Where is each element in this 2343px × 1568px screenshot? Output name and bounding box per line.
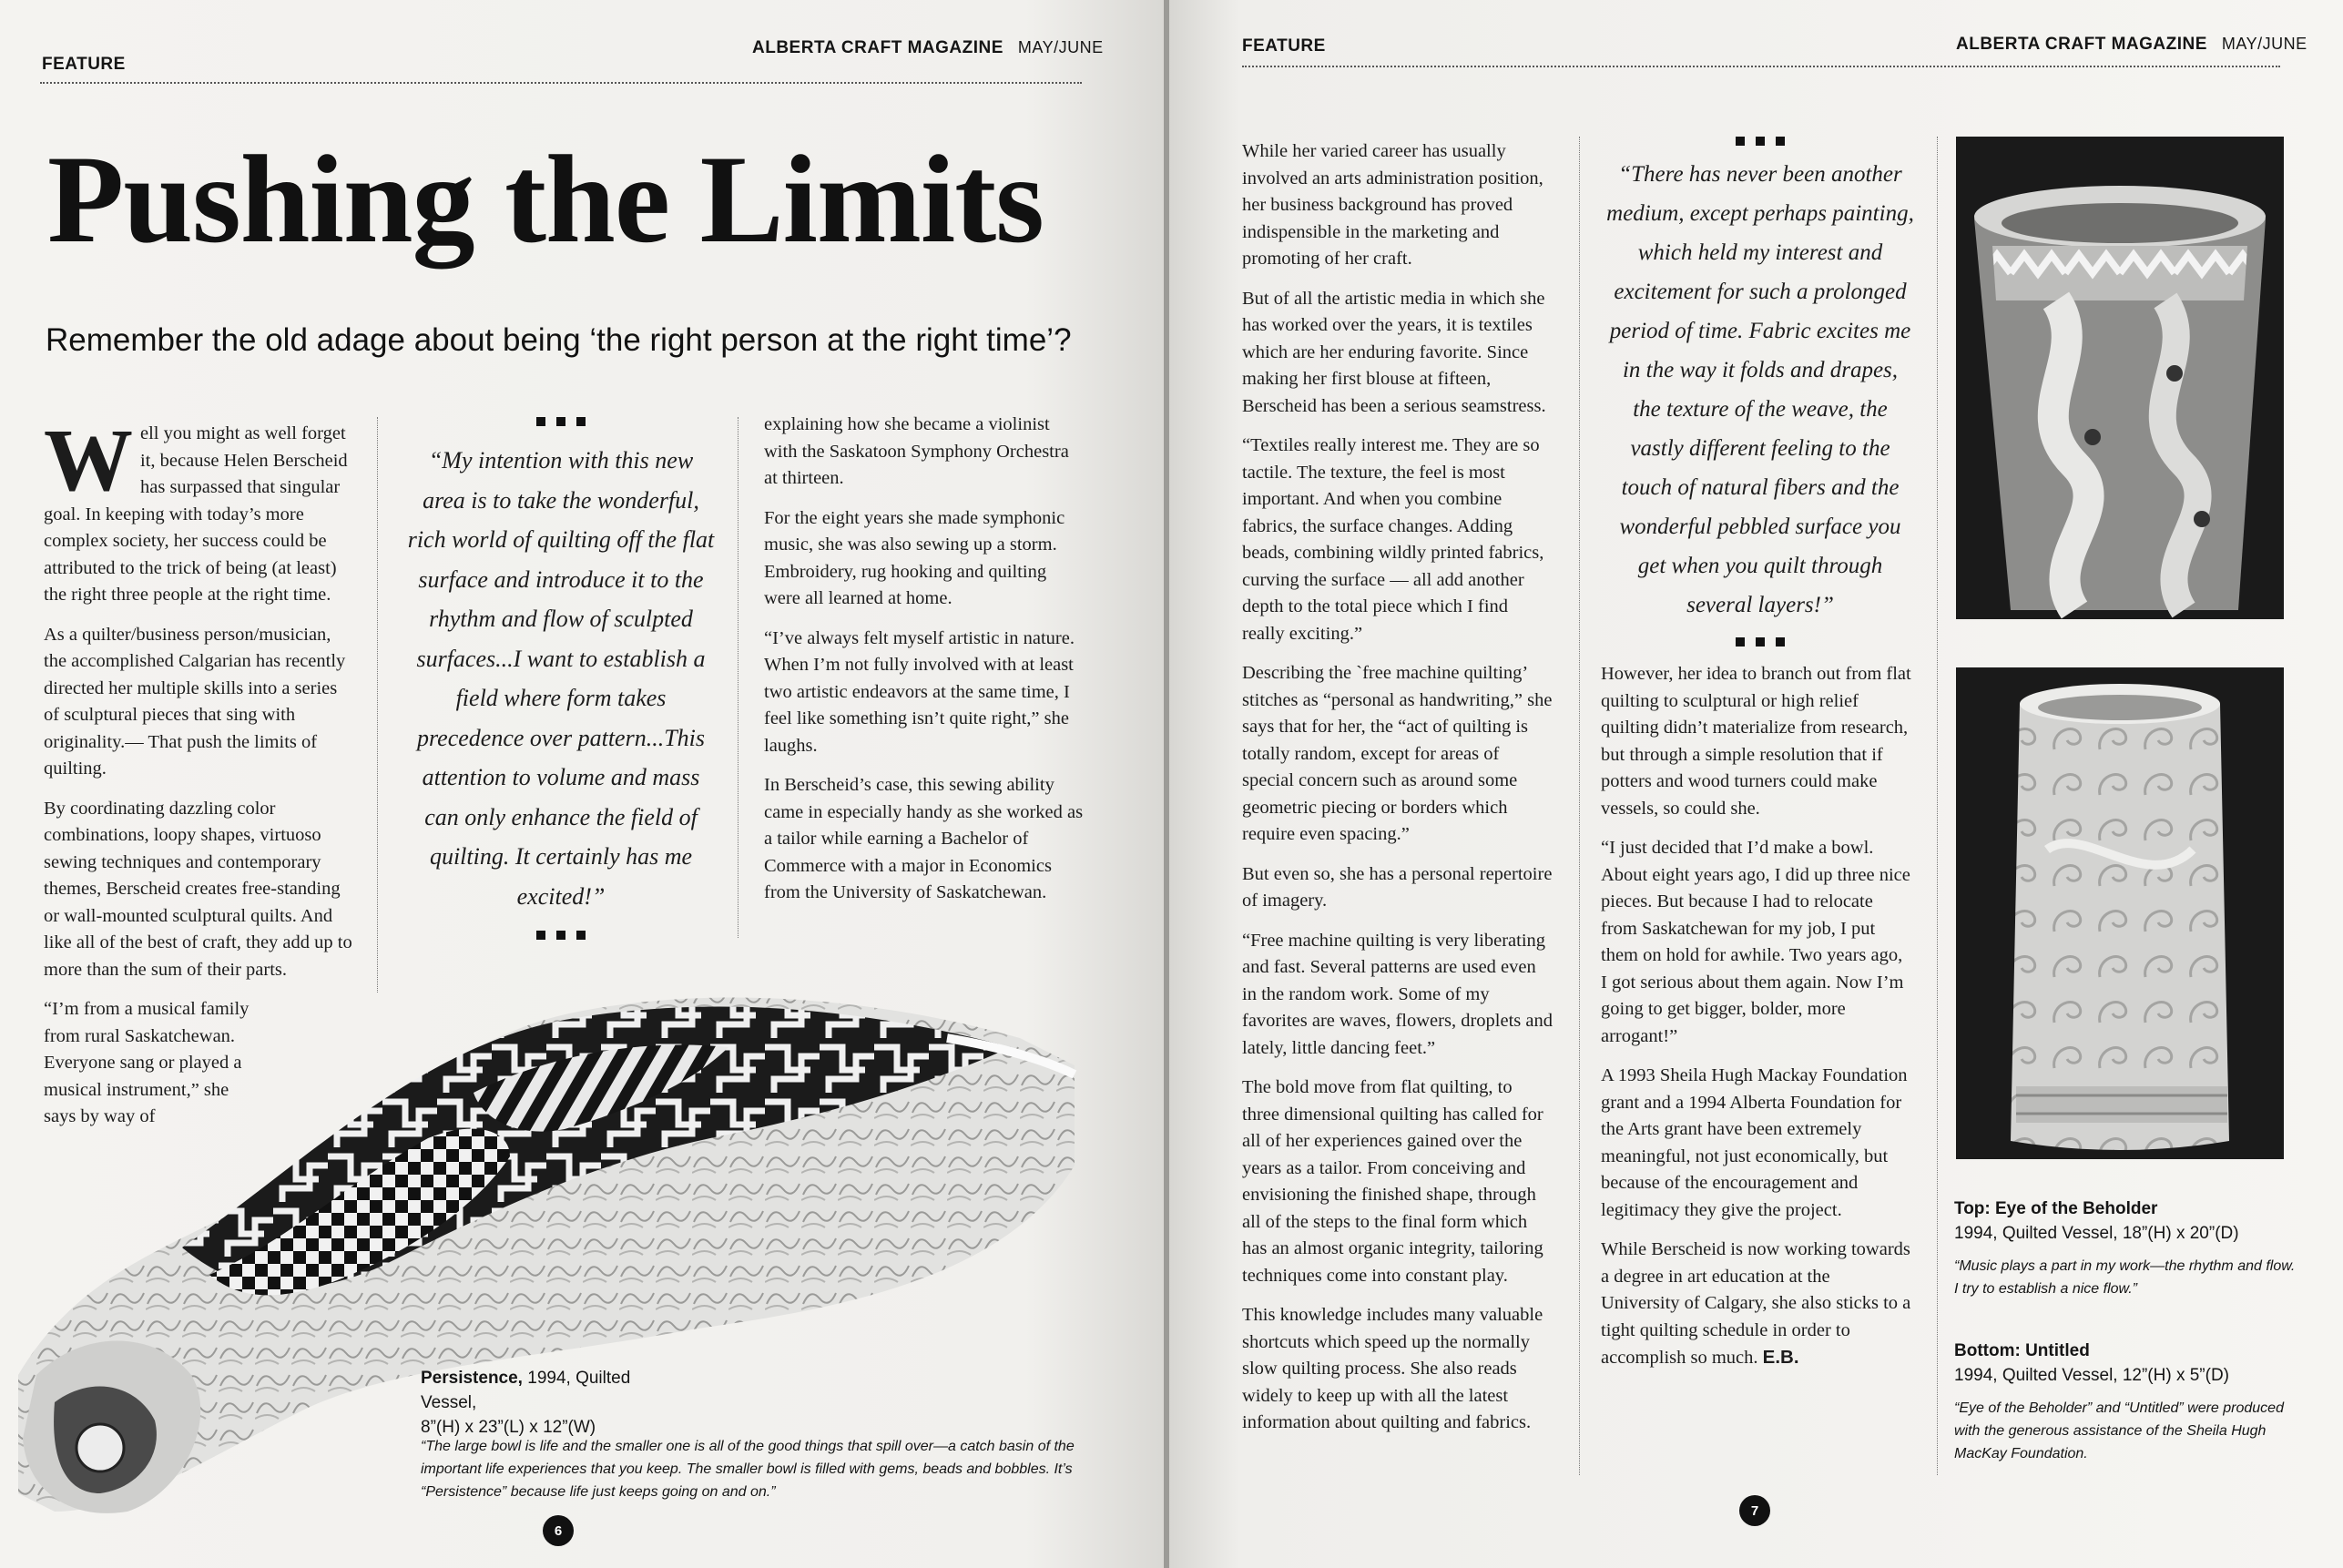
article-column-3 [764, 412, 1085, 920]
caption-note: “The large bowl is life and the smaller one is all of the good things that spill over—a catch basin of the important life experiences that you keep. The smaller bowl is filled with gems, beads and bobbles. It’s “Persistence” because life just keeps going on and on.” [421, 1439, 1075, 1500]
ornament [406, 931, 716, 940]
paragraph: As a quilter/business person/musician, the accomplished Calgarian has recently directed her multiple skills into a series of sculptural pieces that sing with originality.— That push the limits of quilting. [44, 624, 346, 779]
header-rule [1242, 66, 2280, 67]
paragraph: In Berscheid’s case, this sewing ability came in especially handy as she worked as a tailor while earning a Bachelor of Commerce with a major in Economics from the University of Saskatchewan. [764, 775, 1084, 902]
paragraph: Well you might as well forget it, because Helen Berscheid has surpassed that singular goal. In keeping with today’s more complex society, her success could be attributed to the trick of being (at least) the right three people at the right time. [44, 412, 348, 605]
paragraph: This knowledge includes many valuable shortcuts which speed up the normally slow quilting process. She also reads widely to keep up with all the latest information about quilting and fabrics. [1242, 1305, 1543, 1432]
untitled-vessel-photo [1956, 667, 2284, 1159]
column-divider [738, 417, 739, 938]
photo-caption [421, 1366, 685, 1440]
right-page [1169, 0, 2343, 1568]
author-signoff: E.B. [1762, 1347, 1799, 1368]
pull-quote-text: “My intention with this new area is to take the wonderful, rich world of quilting off the flat surface and introduce it to the rhythm and flow of sculpted surfaces...I want to establish a field where form takes precedence over pattern...This attention to volume and mass can only enhance the field of quilting. It certainly has me excited!” [407, 447, 715, 910]
pull-quote [1606, 137, 1914, 647]
eye-of-the-beholder-photo [1956, 137, 2284, 619]
paragraph: “I’m from a musical family from rural Saskatchewan. Everyone sang or played a musical instrument,” she says by way of [44, 999, 250, 1126]
ornament [1606, 137, 1914, 146]
caption-top [1954, 1196, 2300, 1300]
caption-dimensions: 1994, Quilted Vessel, 18”(H) x 20”(D) [1954, 1224, 2239, 1243]
caption-title: Persistence, 1994, Quilted Vessel, [421, 1369, 631, 1412]
ornament [1606, 637, 1914, 647]
issue-label: MAY/JUNE [2221, 35, 2307, 53]
issue-label: MAY/JUNE [1017, 38, 1104, 56]
paragraph: But even so, she has a personal repertoire of imagery. [1242, 863, 1553, 911]
section-label: FEATURE [42, 55, 126, 74]
section-label: FEATURE [1242, 36, 1326, 56]
caption-dimensions: 8”(H) x 23”(L) x 12”(W) [421, 1418, 596, 1437]
column-divider [1937, 137, 1938, 1475]
caption-note: “Music plays a part in my work—the rhythm and flow. I try to establish a nice flow.” [1954, 1258, 2296, 1297]
article-column-1 [1242, 138, 1554, 1450]
paragraph: While her varied career has usually involved an arts administration position, her business background has proved indispensible in the marketing and promoting of her craft. [1242, 141, 1543, 269]
paragraph: The bold move from flat quilting, to three dimensional quilting has called for all of her experiences gained over the years as a tailor. From conceiving and envisioning the finished shape, through all of the steps to the final form which has an almost organic integrity, tailoring techniques come into constant play. [1242, 1077, 1543, 1286]
caption-bottom [1954, 1339, 2300, 1465]
running-header [1956, 35, 2307, 55]
pull-quote-text: “There has never been another medium, except perhaps painting, which held my interest and excitement for such a prolonged period of time. Fabric excites me in the way it folds and drapes, the texture of the weave, the vastly different feeling to the touch of natural fibers and the wonderful pebbled surface you get when you quilt through several layers!” [1606, 162, 1914, 617]
paragraph: explaining how she became a violinist with the Saskatoon Symphony Orchestra at thirteen. [764, 414, 1069, 488]
paragraph: “Textiles really interest me. They are so tactile. The texture, the feel is most important. And when you combine fabrics, the surface changes. Adding beads, combining wildly printed fabrics, curving the surface — all add another depth to the total piece which I find really exciting.” [1242, 435, 1544, 644]
pull-quote [406, 417, 716, 940]
paragraph: However, her idea to branch out from flat quilting to sculptural or high relief quilting didn’t materialize from research, but through a simple resolution that if potters and wood turners could make vessels, so could she. [1601, 664, 1911, 819]
paragraph: For the eight years she made symphonic music, she was also sewing up a storm. Embroidery, rug hooking and quilting were all learned at home. [764, 507, 1065, 608]
ornament [406, 417, 716, 426]
running-header [752, 38, 1104, 58]
caption-dimensions: 1994, Quilted Vessel, 12”(H) x 5”(D) [1954, 1366, 2230, 1385]
caption-title: Bottom: Untitled [1954, 1341, 2090, 1360]
page-title: Pushing the Limits [47, 129, 1044, 269]
left-page [0, 0, 1166, 1568]
deck: Remember the old adage about being ‘the right person at the right time’? [46, 322, 1072, 358]
column-divider [1579, 137, 1580, 1475]
page-number: 6 [543, 1515, 574, 1546]
drop-cap: W [44, 412, 133, 510]
paragraph: While Berscheid is now working towards a degree in art education at the University of Calgary, she also sticks to a tight quilting schedule in order to accomplish so much. E.B. [1601, 1239, 1911, 1368]
magazine-name: ALBERTA CRAFT MAGAZINE [1956, 35, 2207, 54]
paragraph: “Free machine quilting is very liberating and fast. Several patterns are used even in the random work. Some of my favorites are waves, flowers, droplets and lately, little dancing feet.” [1242, 930, 1553, 1058]
article-column-2 [1601, 661, 1912, 1385]
paragraph: “I’ve always felt myself artistic in nature. When I’m not fully involved with at least two artistic endeavors at the same time, I feel like something isn’t quite right,” she laughs. [764, 627, 1075, 756]
paragraph: “I just decided that I’d make a bowl. About eight years ago, I did up three nice pieces. But because I had to relocate from Saskatchewan for my job, I put them on hold for awhile. Two years ago, I got serious about them again. Now I’m going to get bigger, bolder, more arrogant!” [1601, 838, 1910, 1046]
paragraph: A 1993 Sheila Hugh Mackay Foundation grant and a 1994 Alberta Foundation for the Arts grant have been extremely meaningful, not just economically, but because of the encouragement and legitimacy they give the project. [1601, 1065, 1908, 1220]
page-number: 7 [1739, 1495, 1770, 1526]
column-divider [377, 417, 378, 993]
paragraph: By coordinating dazzling color combinations, loopy shapes, virtuoso sewing techniques and contemporary themes, Berscheid creates free-standing or wall-mounted sculptural quilts. And like all of the best of craft, they add up to more than the sum of their parts. [44, 798, 352, 980]
paragraph: Describing the `free machine quilting’ stitches as “personal as handwriting,” she says that for her, the “act of quilting is totally random, except for areas of special concern such as around some geometric piecing or borders which require even spacing.” [1242, 663, 1553, 844]
header-rule [40, 82, 1082, 84]
paragraph: But of all the artistic media in which she has worked over the years, it is textiles which are her enduring favorite. Since making her first blouse at fifteen, Berscheid has been a serious seamstress. [1242, 288, 1546, 416]
caption-note: “Eye of the Beholder” and “Untitled” were produced with the generous assistance of the Sheila Hugh MacKay Foundation. [1954, 1400, 2284, 1461]
caption-title: Top: Eye of the Beholder [1954, 1199, 2158, 1218]
magazine-name: ALBERTA CRAFT MAGAZINE [752, 38, 1003, 57]
